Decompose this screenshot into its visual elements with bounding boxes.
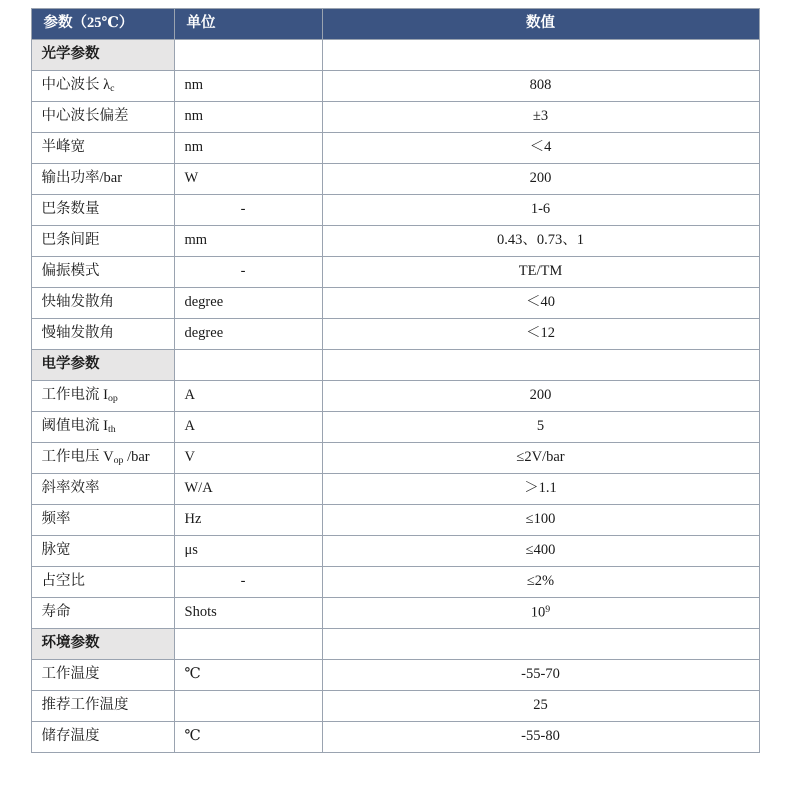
cell-unit: nm [174,102,322,133]
cell-value [322,40,759,71]
cell-unit [174,350,322,381]
cell-parameter: 中心波长偏差 [31,102,174,133]
cell-value: ＞1.1 [322,474,759,505]
cell-unit: degree [174,288,322,319]
cell-value: 25 [322,691,759,722]
cell-parameter: 推荐工作温度 [31,691,174,722]
section-title: 环境参数 [31,629,174,660]
cell-unit: ℃ [174,722,322,753]
table-row [31,195,759,226]
cell-unit: μs [174,536,322,567]
cell-parameter: 储存温度 [31,722,174,753]
cell-unit: - [174,195,322,226]
column-header-parameter: 参数（25℃） [31,9,174,40]
cell-value: -55-70 [322,660,759,691]
cell-value: ＜4 [322,133,759,164]
table-row [31,598,759,629]
cell-value: TE/TM [322,257,759,288]
cell-value: ≤400 [322,536,759,567]
cell-parameter: 占空比 [31,567,174,598]
cell-value: 200 [322,164,759,195]
cell-parameter: 输出功率/bar [31,164,174,195]
column-header-unit: 单位 [174,9,322,40]
cell-value: ±3 [322,102,759,133]
cell-parameter: 偏振模式 [31,257,174,288]
cell-unit [174,691,322,722]
table-header [31,9,759,40]
table-row [31,536,759,567]
table-row [31,102,759,133]
cell-parameter: 快轴发散角 [31,288,174,319]
cell-unit: V [174,443,322,474]
cell-parameter: 频率 [31,505,174,536]
table-row [31,505,759,536]
cell-unit: - [174,567,322,598]
table-section-row [31,350,759,381]
cell-value: ≤2V/bar [322,443,759,474]
cell-value: 200 [322,381,759,412]
cell-parameter: 脉宽 [31,536,174,567]
table-row [31,257,759,288]
table-row [31,164,759,195]
column-header-value: 数值 [322,9,759,40]
table-row [31,288,759,319]
cell-value [322,629,759,660]
cell-value: ＜12 [322,319,759,350]
table-section-row [31,40,759,71]
table-row [31,133,759,164]
table-row [31,412,759,443]
table-row [31,226,759,257]
cell-parameter: 工作电流 $I_{op}$ [31,381,174,412]
cell-unit: W/A [174,474,322,505]
cell-parameter: 中心波长 $\lambda_c$ [31,71,174,102]
cell-value: 1-6 [322,195,759,226]
cell-parameter: 巴条数量 [31,195,174,226]
cell-unit: ℃ [174,660,322,691]
table-body [31,40,759,753]
cell-parameter: 巴条间距 [31,226,174,257]
cell-value: 808 [322,71,759,102]
cell-unit: A [174,381,322,412]
table-header-row [31,9,759,40]
cell-parameter: 工作电压 $V_{op}$ /bar [31,443,174,474]
cell-value: $10^9$ [322,598,759,629]
cell-unit [174,629,322,660]
cell-value: ≤100 [322,505,759,536]
cell-unit: Hz [174,505,322,536]
table-row [31,71,759,102]
cell-unit: Shots [174,598,322,629]
table-section-row [31,629,759,660]
cell-value: ＜40 [322,288,759,319]
cell-parameter: 半峰宽 [31,133,174,164]
cell-parameter: 慢轴发散角 [31,319,174,350]
cell-parameter: 斜率效率 [31,474,174,505]
table-row [31,381,759,412]
cell-value: ≤2% [322,567,759,598]
cell-unit: degree [174,319,322,350]
table-row [31,474,759,505]
table-row [31,660,759,691]
cell-parameter: 阈值电流 $I_{th}$ [31,412,174,443]
cell-unit: - [174,257,322,288]
cell-unit: nm [174,71,322,102]
cell-parameter: 寿命 [31,598,174,629]
cell-unit: mm [174,226,322,257]
cell-unit: A [174,412,322,443]
table-row [31,567,759,598]
section-title: 电学参数 [31,350,174,381]
cell-value: 0.43、0.73、1 [322,226,759,257]
cell-unit [174,40,322,71]
table-row [31,319,759,350]
cell-parameter: 工作温度 [31,660,174,691]
table-row [31,443,759,474]
cell-value [322,350,759,381]
table-row [31,691,759,722]
cell-unit: W [174,164,322,195]
cell-value: 5 [322,412,759,443]
specification-table [31,8,760,753]
section-title: 光学参数 [31,40,174,71]
cell-unit: nm [174,133,322,164]
table-row [31,722,759,753]
cell-value: -55-80 [322,722,759,753]
